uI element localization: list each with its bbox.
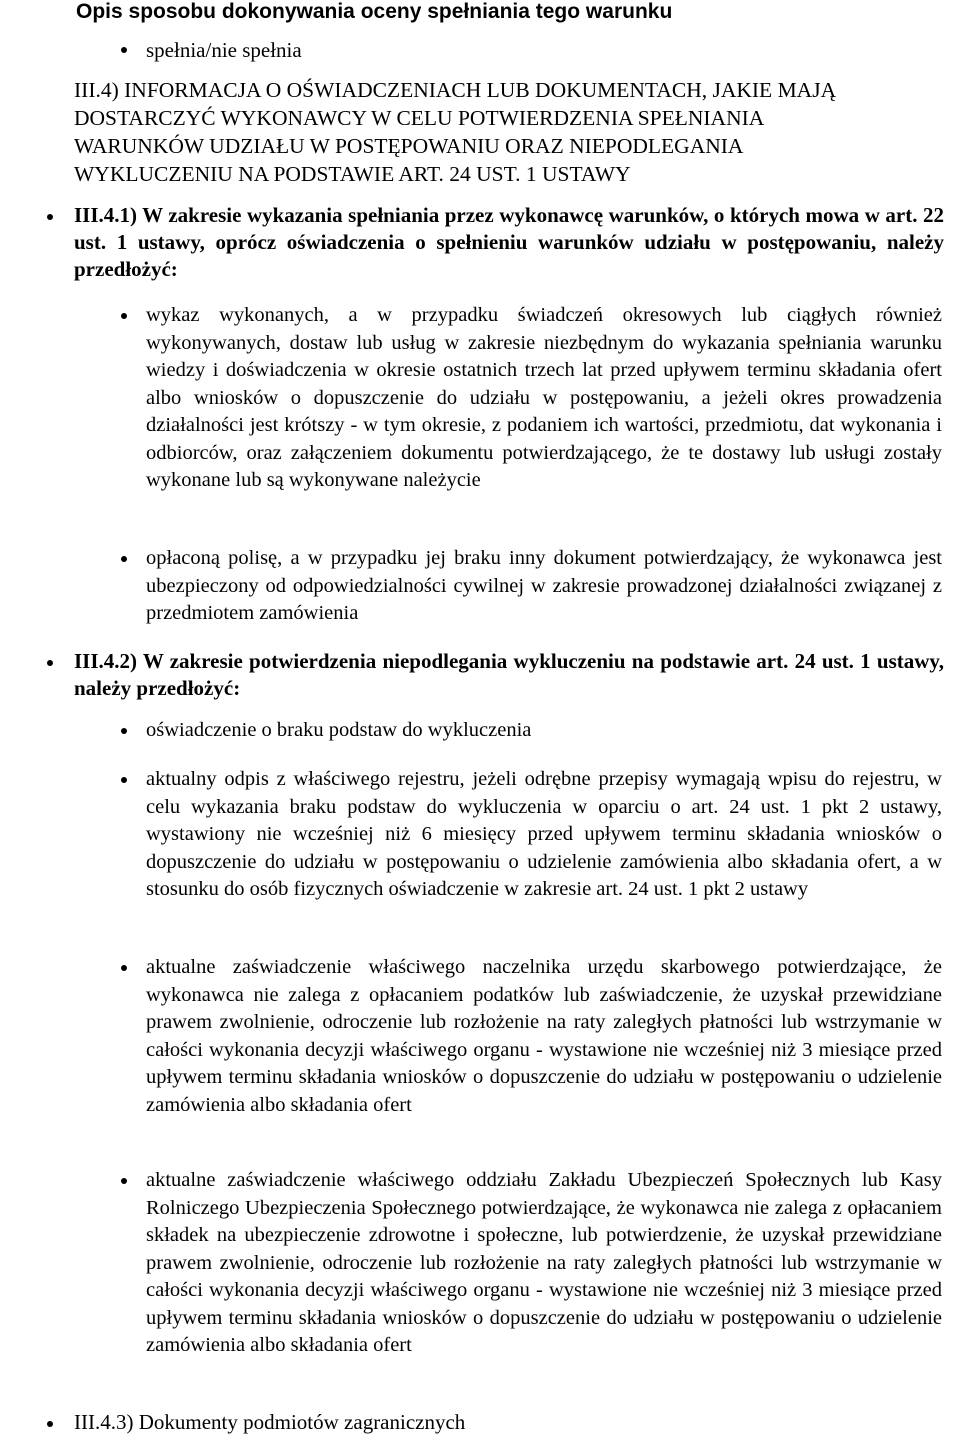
list-item: aktualny odpis z właściwego rejestru, jeżeli odrębne przepisy wymagają wpisu do rejestru, w celu wykazania braku podstaw do wykluczenia w oparciu o art. 24 ust. 1 pkt 2 ustawy, wystawiony nie wcześniej niż 6 miesięcy przed upływem terminu składania wniosków o dopuszczenie do udziału w postępowaniu o udzielenie zamówienia albo składania ofert, a w stosunku do osób fizycznych oświadczenie w zakresie art. 24 ust. 1 pkt 2 ustawy	[146, 768, 942, 900]
method-value: spełnia/nie spełnia	[146, 38, 302, 62]
bullet-icon	[121, 556, 127, 562]
bullet-icon	[121, 777, 127, 783]
bullet-icon	[47, 660, 53, 666]
bullet-icon	[121, 728, 127, 734]
bullet-icon	[47, 1421, 53, 1427]
list-item: opłaconą polisę, a w przypadku jej braku inny dokument potwierdzający, że wykonawca jest ubezpieczony od odpowiedzialności cywilnej w zakresie prowadzonej działalności związanej z przedmiotem zamówienia	[146, 547, 942, 624]
method-heading: Opis sposobu dokonywania oceny spełniania tego warunku	[76, 0, 673, 23]
bullet-icon	[47, 214, 53, 220]
subsection-1-heading: III.4.1) W zakresie wykazania spełniania przez wykonawcę warunków, o których mowa w art. 22 ust. 1 ustawy, oprócz oświadczenia o spełnieniu warunków udziału w postępowaniu, należy przedłożyć:	[74, 203, 944, 281]
list-item: aktualne zaświadczenie właściwego oddziału Zakładu Ubezpieczeń Społecznych lub Kasy Rolniczego Ubezpieczenia Społecznego potwierdzające, że wykonawca nie zalega z opłacaniem składek na ubezpieczenie zdrowotne i społeczne, lub potwierdzenie, że uzyskał przewidziane prawem zwolnienie, odroczenie lub rozłożenie na raty zaległych płatności lub wstrzymanie w całości wykonania decyzji właściwego organu - wystawione nie wcześniej niż 3 miesiące przed upływem terminu składania wniosków o dopuszczenie do udziału w postępowaniu o udzielenie zamówienia albo składania ofert	[146, 1169, 942, 1356]
subsection-2-heading: III.4.2) W zakresie potwierdzenia niepodlegania wykluczeniu na podstawie art. 24 ust. 1 ustawy, należy przedłożyć:	[74, 649, 944, 700]
list-item: aktualne zaświadczenie właściwego naczelnika urzędu skarbowego potwierdzające, że wykonawca nie zalega z opłacaniem podatków lub zaświadczenie, że uzyskał przewidziane prawem zwolnienie, odroczenie lub rozłożenie na raty zaległych płatności lub wstrzymanie w całości wykonania decyzji właściwego organu - wystawione nie wcześniej niż 3 miesiące przed upływem terminu składania wniosków o dopuszczenie do udziału w postępowaniu o udzielenie zamówienia albo składania ofert	[146, 956, 942, 1116]
section-title: III.4) INFORMACJA O OŚWIADCZENIACH LUB DOKUMENTACH, JAKIE MAJĄ DOSTARCZYĆ WYKONAWCY W CELU POTWIERDZENIA SPEŁNIANIA WARUNKÓW UDZIAŁU W POSTĘPOWANIU ORAZ NIEPODLEGANIA WYKLUCZENIU NA PODSTAWIE ART. 24 UST. 1 USTAWY	[74, 78, 837, 186]
bullet-icon	[121, 47, 127, 53]
subsection-3-heading: III.4.3) Dokumenty podmiotów zagranicznych	[74, 1410, 466, 1434]
bullet-icon	[121, 1178, 127, 1184]
bullet-icon	[121, 313, 127, 319]
bullet-icon	[121, 965, 127, 971]
list-item: wykaz wykonanych, a w przypadku świadczeń okresowych lub ciągłych również wykonywanych, dostaw lub usług w zakresie niezbędnym do wykazania spełniania warunku wiedzy i doświadczenia w okresie ostatnich trzech lat przed upływem terminu składania ofert albo wniosków o dopuszczenie do udziału w postępowaniu, a jeżeli okres prowadzenia działalności jest krótszy - w tym okresie, z podaniem ich wartości, przedmiotu, dat wykonania i odbiorców, oraz załączeniem dokumentu potwierdzającego, że te dostawy lub usługi zostały wykonane lub są wykonywane należycie	[146, 304, 942, 491]
list-item: oświadczenie o braku podstaw do wykluczenia	[146, 719, 532, 741]
